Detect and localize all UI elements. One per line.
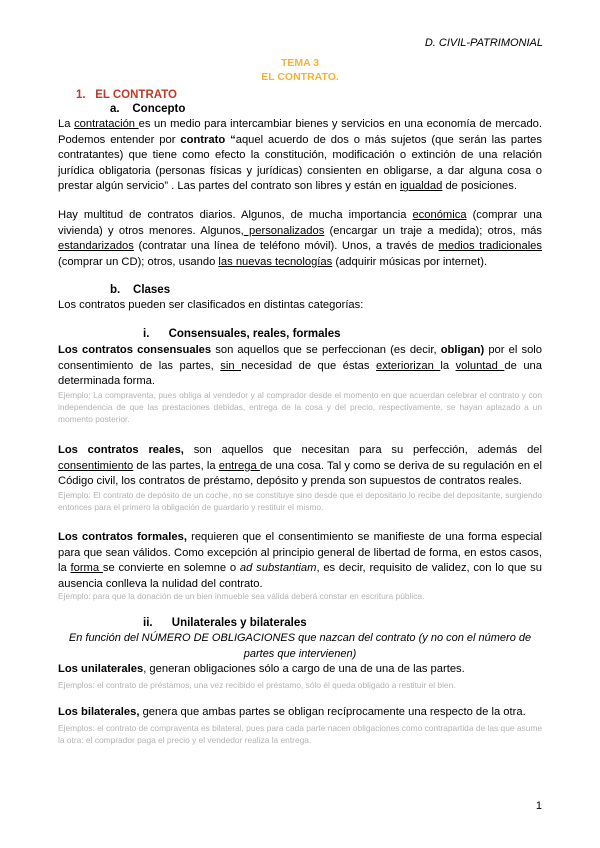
subsubsection-title: Consensuales, reales, formales <box>168 328 341 340</box>
classification-criterion: En función del NÚMERO DE OBLIGACIONES que nazcan del contrato (y no con el número de partes que intervienen) <box>68 632 532 660</box>
formales-paragraph: Los contratos formales, requieren que el consentimiento se manifieste de una forma especial para que sean válidos. Como excepción al principio general de libertad de forma, en estos casos, la forma se convierte en solemne o ad substantiam, es decir, requisito de validez, con lo que su ausencia conlleva la nulidad del contrato. <box>58 531 543 590</box>
topic-number: TEMA 3 <box>280 57 320 69</box>
page-number: 1 <box>535 800 542 812</box>
section-heading-contrato <box>76 89 177 101</box>
unilaterales-example: Ejemplos: el contrato de préstamos, una vez recibido el préstamo, sólo él queda obligado a restituir el bien. <box>58 680 456 690</box>
subsection-letter: b. <box>110 284 121 296</box>
subsection-heading-concepto <box>110 103 185 115</box>
unilaterales-paragraph: Los unilaterales, generan obligaciones sólo a cargo de una de una de las partes. <box>58 663 465 675</box>
running-header: D. CIVIL-PATRIMONIAL <box>424 37 543 49</box>
subsection-letter: a. <box>110 103 120 115</box>
subsubsection-number: ii. <box>143 617 153 629</box>
subsection-title: Concepto <box>132 103 186 115</box>
formales-example: Ejemplo: para que la donación de un bien inmueble sea válida deberá constar en escritura pública. <box>58 591 425 601</box>
concepto-paragraph-2: Hay multitud de contratos diarios. Algunos, de mucha importancia económica (comprar una vivienda) y otros menores. Algunos, personalizados (encargar un traje a medida); otros, más estandarizados (contratar una línea de teléfono móvil). Unos, a través de medios tradicionales (comprar un CD); otros, usando las nuevas tecnologías (adquirir músicas por internet). <box>58 209 543 268</box>
subsubsection-number: i. <box>143 328 150 340</box>
topic-title: EL CONTRATO. <box>261 71 339 83</box>
consensuales-example: Ejemplo: La compraventa, pues obliga al vendedor y al comprador desde el momento en que acuerdan celebrar el contrato y con independencia de que las prestaciones debidas, entrega de la cosa y del precio, respectivamente, se hayan aplazado a un momento posterior. <box>58 390 542 424</box>
reales-example: Ejemplo: El contrato de depósito de un coche, no se constituye sino desde que el depositario lo recibe del depositante, surgiendo entonces para el primero la obligación de guardarlo y restituir el mismo. <box>58 490 542 512</box>
reales-paragraph: Los contratos reales, son aquellos que necesitan para su perfección, además del consentimiento de las partes, la entrega de una cosa. Tal y como se deriva de su regulación en el Código civil, los contratos de préstamo, depósito y prenda son supuestos de contratos reales. <box>58 444 543 488</box>
subsubsection-heading-consensuales <box>143 328 341 340</box>
section-title: EL CONTRATO <box>95 89 177 101</box>
consensuales-paragraph: Los contratos consensuales son aquellos que se perfeccionan (es decir, obligan) por el solo consentimiento de las partes, sin necesidad de que éstas exteriorizan la voluntad de una determinada forma. <box>58 344 542 388</box>
subsubsection-heading-unilaterales <box>143 617 307 629</box>
subsection-heading-clases <box>110 284 170 296</box>
clases-intro: Los contratos pueden ser clasificados en distintas categorías: <box>58 299 364 311</box>
subsection-title: Clases <box>133 284 171 296</box>
bilaterales-paragraph: Los bilaterales, genera que ambas partes se obligan recíprocamente una respecto de la otra. <box>58 706 526 718</box>
concepto-paragraph-1: La contratación es un medio para intercambiar bienes y servicios en una economía de mercado. Podemos entender por contrato “aquel acuerdo de dos o más sujetos (que serán las partes contratantes) que tiene como efecto la constitución, modificación o extinción de una relación jurídica obligatoria (personas físicas y jurídicas) consienten en obligarse, a dar alguna cosa o prestar algún servicio” . Las partes del contrato son libres y están en igualdad de posiciones. <box>58 118 542 193</box>
section-number: 1. <box>76 89 86 101</box>
subsubsection-title: Unilaterales y bilaterales <box>171 617 307 629</box>
bilaterales-example: Ejemplos: el contrato de compraventa es bilateral, pues para cada parte nacen obligaciones como contrapartida de las que asume la otra: el comprador paga el precio y el vendedor realiza la entrega. <box>58 723 542 745</box>
